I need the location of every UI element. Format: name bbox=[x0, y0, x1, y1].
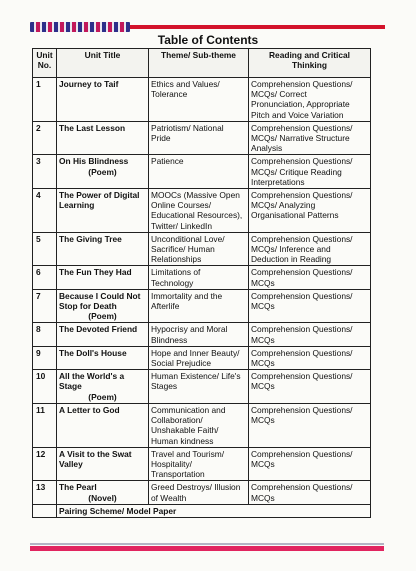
unit-number: 9 bbox=[33, 346, 57, 369]
skill-line: MCQs bbox=[251, 458, 275, 469]
unit-title bbox=[57, 481, 149, 504]
unit-theme bbox=[149, 289, 249, 323]
skill-line: MCQs bbox=[251, 492, 275, 503]
theme-line: Twitter/ LinkedIn bbox=[151, 220, 212, 231]
theme-line: Travel and Tourism/ bbox=[151, 448, 225, 459]
skill-line: MCQs bbox=[251, 301, 275, 312]
skill-line: Organisational Patterns bbox=[251, 210, 339, 221]
unit-title-line: On His Blindness bbox=[59, 156, 129, 167]
theme-line: Hope and Inner Beauty/ bbox=[151, 347, 240, 358]
skill-line: MCQs/ Narrative Structure bbox=[251, 133, 350, 144]
footer-row bbox=[33, 504, 371, 517]
unit-number: 5 bbox=[33, 232, 57, 266]
theme-line: Stages bbox=[151, 381, 178, 392]
table-row bbox=[33, 289, 371, 323]
unit-theme bbox=[149, 121, 249, 155]
unit-skills bbox=[249, 121, 371, 155]
skill-line: Comprehension Questions/ bbox=[251, 233, 353, 244]
unit-number: 10 bbox=[33, 370, 57, 404]
header-theme: Theme/ Sub-theme bbox=[149, 49, 249, 78]
header-unit-title: Unit Title bbox=[57, 49, 149, 78]
skill-line: Analysis bbox=[251, 143, 283, 154]
theme-line: Online Courses/ bbox=[151, 200, 212, 211]
header-skills: Reading and Critical Thinking bbox=[249, 49, 371, 78]
table-row bbox=[33, 403, 371, 447]
unit-number: 13 bbox=[33, 481, 57, 504]
unit-theme bbox=[149, 78, 249, 122]
theme-line: Hypocrisy and Moral bbox=[151, 324, 228, 335]
unit-skills bbox=[249, 78, 371, 122]
skill-line: Comprehension Questions/ bbox=[251, 122, 353, 133]
theme-line: Hospitality/ bbox=[151, 458, 192, 469]
skill-line: Comprehension Questions/ bbox=[251, 347, 353, 358]
table-row bbox=[33, 266, 371, 289]
unit-theme bbox=[149, 232, 249, 266]
unit-genre: (Poem) bbox=[88, 166, 117, 177]
unit-title-line: The Giving Tree bbox=[59, 233, 122, 244]
skill-line: Comprehension Questions/ bbox=[251, 79, 353, 89]
unit-genre: (Novel) bbox=[88, 492, 117, 503]
unit-title bbox=[57, 189, 149, 233]
theme-line: Transportation bbox=[151, 469, 205, 480]
theme-line: Technology bbox=[151, 277, 194, 288]
unit-title-line: The Pearl bbox=[59, 482, 97, 493]
footer-empty-cell bbox=[33, 504, 57, 517]
unit-title bbox=[57, 232, 149, 266]
unit-title-line: The Fun They Had bbox=[59, 267, 132, 278]
skill-line: MCQs bbox=[251, 334, 275, 345]
theme-line: Collaboration/ bbox=[151, 415, 203, 426]
unit-number: 1 bbox=[33, 78, 57, 122]
unit-title bbox=[57, 323, 149, 346]
skill-line: Comprehension Questions/ bbox=[251, 267, 353, 278]
pairing-scheme-label: Pairing Scheme/ Model Paper bbox=[57, 504, 371, 517]
border-rule bbox=[130, 25, 385, 29]
unit-theme bbox=[149, 266, 249, 289]
unit-theme bbox=[149, 403, 249, 447]
unit-skills bbox=[249, 403, 371, 447]
unit-title bbox=[57, 266, 149, 289]
table-row bbox=[33, 155, 371, 189]
unit-skills bbox=[249, 289, 371, 323]
skill-line: MCQs bbox=[251, 415, 275, 426]
theme-line: Communication and bbox=[151, 404, 226, 415]
theme-line: Human Existence/ Life's bbox=[151, 371, 241, 382]
unit-number: 2 bbox=[33, 121, 57, 155]
unit-number: 6 bbox=[33, 266, 57, 289]
decorative-bottom-rule bbox=[30, 543, 384, 545]
unit-number: 12 bbox=[33, 447, 57, 481]
unit-theme bbox=[149, 370, 249, 404]
theme-line: Relationships bbox=[151, 254, 202, 265]
theme-line: Social Prejudice bbox=[151, 358, 212, 369]
unit-title-line: The Doll's House bbox=[59, 347, 127, 358]
unit-number: 11 bbox=[33, 403, 57, 447]
unit-skills bbox=[249, 447, 371, 481]
unit-skills bbox=[249, 481, 371, 504]
unit-title-line: Stop for Death bbox=[59, 301, 117, 312]
page-title: Table of Contents bbox=[157, 33, 259, 47]
unit-skills bbox=[249, 232, 371, 266]
table-row bbox=[33, 78, 371, 122]
theme-line: Educational Resources), bbox=[151, 210, 243, 221]
unit-skills bbox=[249, 323, 371, 346]
table-row bbox=[33, 370, 371, 404]
skill-line: Comprehension Questions/ bbox=[251, 404, 353, 415]
unit-title-line: Valley bbox=[59, 458, 83, 469]
unit-theme bbox=[149, 323, 249, 346]
theme-line: Patriotism/ National bbox=[151, 122, 224, 133]
skill-line: MCQs/ Critique Reading bbox=[251, 166, 342, 177]
table-row bbox=[33, 323, 371, 346]
unit-title bbox=[57, 121, 149, 155]
skill-line: MCQs bbox=[251, 381, 275, 392]
skill-line: MCQs/ Correct bbox=[251, 89, 307, 100]
table-row bbox=[33, 346, 371, 369]
table-row bbox=[33, 481, 371, 504]
unit-skills bbox=[249, 370, 371, 404]
skill-line: MCQs/ Analyzing bbox=[251, 200, 316, 211]
theme-line: Patience bbox=[151, 156, 184, 167]
skill-line: MCQs/ Inference and bbox=[251, 244, 331, 255]
theme-line: Limitations of bbox=[151, 267, 201, 278]
unit-title-line: The Power of Digital bbox=[59, 190, 140, 201]
unit-theme bbox=[149, 155, 249, 189]
skill-line: Comprehension Questions/ bbox=[251, 156, 353, 167]
unit-number: 4 bbox=[33, 189, 57, 233]
unit-title-line: A Letter to God bbox=[59, 404, 120, 415]
skill-line: Comprehension Questions/ bbox=[251, 371, 353, 382]
unit-skills bbox=[249, 189, 371, 233]
unit-title bbox=[57, 403, 149, 447]
unit-title bbox=[57, 289, 149, 323]
skill-line: Pronunciation, Appropriate bbox=[251, 99, 350, 110]
theme-line: Tolerance bbox=[151, 89, 188, 100]
unit-title bbox=[57, 78, 149, 122]
header-unit-no: Unit No. bbox=[33, 49, 57, 78]
unit-title bbox=[57, 370, 149, 404]
skill-line: Comprehension Questions/ bbox=[251, 324, 353, 335]
unit-number: 8 bbox=[33, 323, 57, 346]
unit-theme bbox=[149, 481, 249, 504]
unit-title-line: Because I Could Not bbox=[59, 290, 141, 301]
theme-line: of Wealth bbox=[151, 492, 187, 503]
unit-title-line: Stage bbox=[59, 381, 82, 392]
table-row bbox=[33, 189, 371, 233]
unit-genre: (Poem) bbox=[88, 391, 117, 402]
skill-line: Comprehension Questions/ bbox=[251, 190, 353, 201]
skill-line: MCQs bbox=[251, 358, 275, 369]
unit-title bbox=[57, 447, 149, 481]
unit-theme bbox=[149, 189, 249, 233]
unit-genre: (Poem) bbox=[88, 311, 117, 322]
unit-number: 7 bbox=[33, 289, 57, 323]
theme-line: Unshakable Faith/ bbox=[151, 425, 219, 436]
theme-line: Immortality and the bbox=[151, 290, 223, 301]
unit-skills bbox=[249, 346, 371, 369]
theme-line: Afterlife bbox=[151, 301, 180, 312]
unit-theme bbox=[149, 447, 249, 481]
unit-title-line: All the World's a bbox=[59, 371, 125, 382]
unit-title bbox=[57, 155, 149, 189]
skill-line: Comprehension Questions/ bbox=[251, 448, 353, 459]
skill-line: Comprehension Questions/ bbox=[251, 482, 353, 493]
skill-line: MCQs bbox=[251, 277, 275, 288]
skill-line: Pitch and Voice Variation bbox=[251, 109, 344, 120]
theme-line: Sacrifice/ Human bbox=[151, 244, 215, 255]
table-row bbox=[33, 121, 371, 155]
unit-skills bbox=[249, 266, 371, 289]
theme-line: Human kindness bbox=[151, 435, 214, 446]
unit-title-line: Journey to Taif bbox=[59, 79, 119, 89]
skill-line: Deduction in Reading bbox=[251, 254, 332, 265]
theme-line: Greed Destroys/ Illusion bbox=[151, 482, 241, 493]
unit-title bbox=[57, 346, 149, 369]
unit-skills bbox=[249, 155, 371, 189]
table-row bbox=[33, 232, 371, 266]
table-header-row bbox=[33, 49, 371, 78]
theme-line: Blindness bbox=[151, 334, 188, 345]
theme-line: Unconditional Love/ bbox=[151, 233, 225, 244]
unit-number: 3 bbox=[33, 155, 57, 189]
contents-table bbox=[32, 48, 371, 518]
unit-title-line: The Devoted Friend bbox=[59, 324, 138, 335]
skill-line: Comprehension Questions/ bbox=[251, 290, 353, 301]
unit-theme bbox=[149, 346, 249, 369]
theme-line: Pride bbox=[151, 133, 171, 144]
unit-title-line: Learning bbox=[59, 200, 95, 211]
decorative-bottom-border bbox=[30, 546, 384, 551]
skill-line: Interpretations bbox=[251, 176, 305, 187]
border-pattern bbox=[30, 22, 130, 32]
unit-title-line: The Last Lesson bbox=[59, 122, 126, 133]
theme-line: MOOCs (Massive Open bbox=[151, 190, 240, 201]
theme-line: Ethics and Values/ bbox=[151, 79, 220, 89]
unit-title-line: A Visit to the Swat bbox=[59, 448, 132, 459]
table-row bbox=[33, 447, 371, 481]
